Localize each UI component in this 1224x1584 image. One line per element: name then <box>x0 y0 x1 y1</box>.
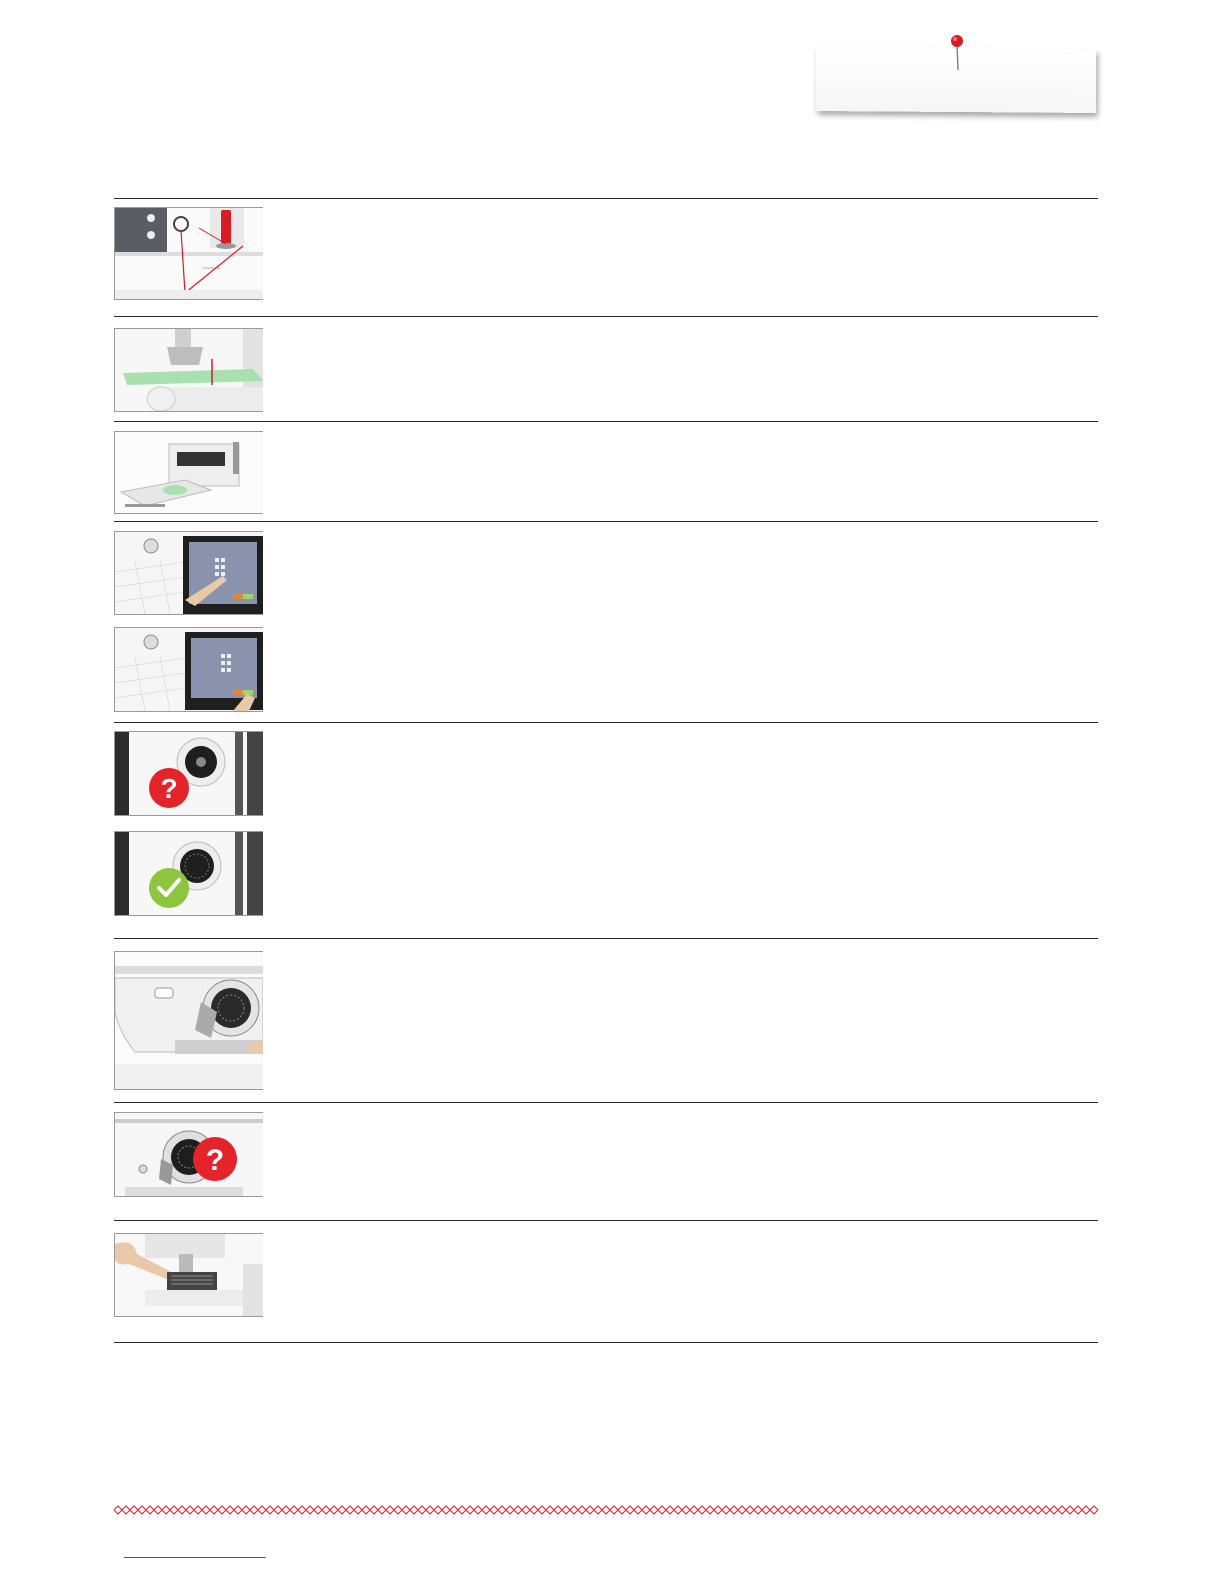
hook-cover-image <box>114 951 263 1090</box>
bobbin-question-image <box>114 731 263 816</box>
hook-question-image <box>114 1112 263 1197</box>
presser-foot-image <box>114 328 263 412</box>
row-divider <box>114 198 1098 199</box>
bobbin-correct-image <box>114 831 263 916</box>
needle-plate-image <box>114 1233 263 1317</box>
row-divider <box>114 1102 1098 1103</box>
touchscreen-confirm-image <box>114 627 263 712</box>
row-divider <box>114 316 1098 317</box>
svg-text:?: ? <box>205 1144 225 1177</box>
footer-link-underline <box>124 1557 266 1558</box>
svg-text:?: ? <box>160 773 178 804</box>
row-divider <box>114 938 1098 939</box>
row-divider <box>114 1342 1098 1343</box>
row-divider <box>114 421 1098 422</box>
row-divider <box>114 722 1098 723</box>
machine-table-image <box>114 431 263 514</box>
pin-icon <box>946 32 970 72</box>
stitch-border <box>114 1503 1098 1517</box>
row-divider <box>114 521 1098 522</box>
thread-spool-image <box>114 207 263 300</box>
svg-text:~~~~~: ~~~~~ <box>203 266 221 272</box>
row-divider <box>114 1220 1098 1221</box>
touchscreen-stitch-image <box>114 531 263 615</box>
